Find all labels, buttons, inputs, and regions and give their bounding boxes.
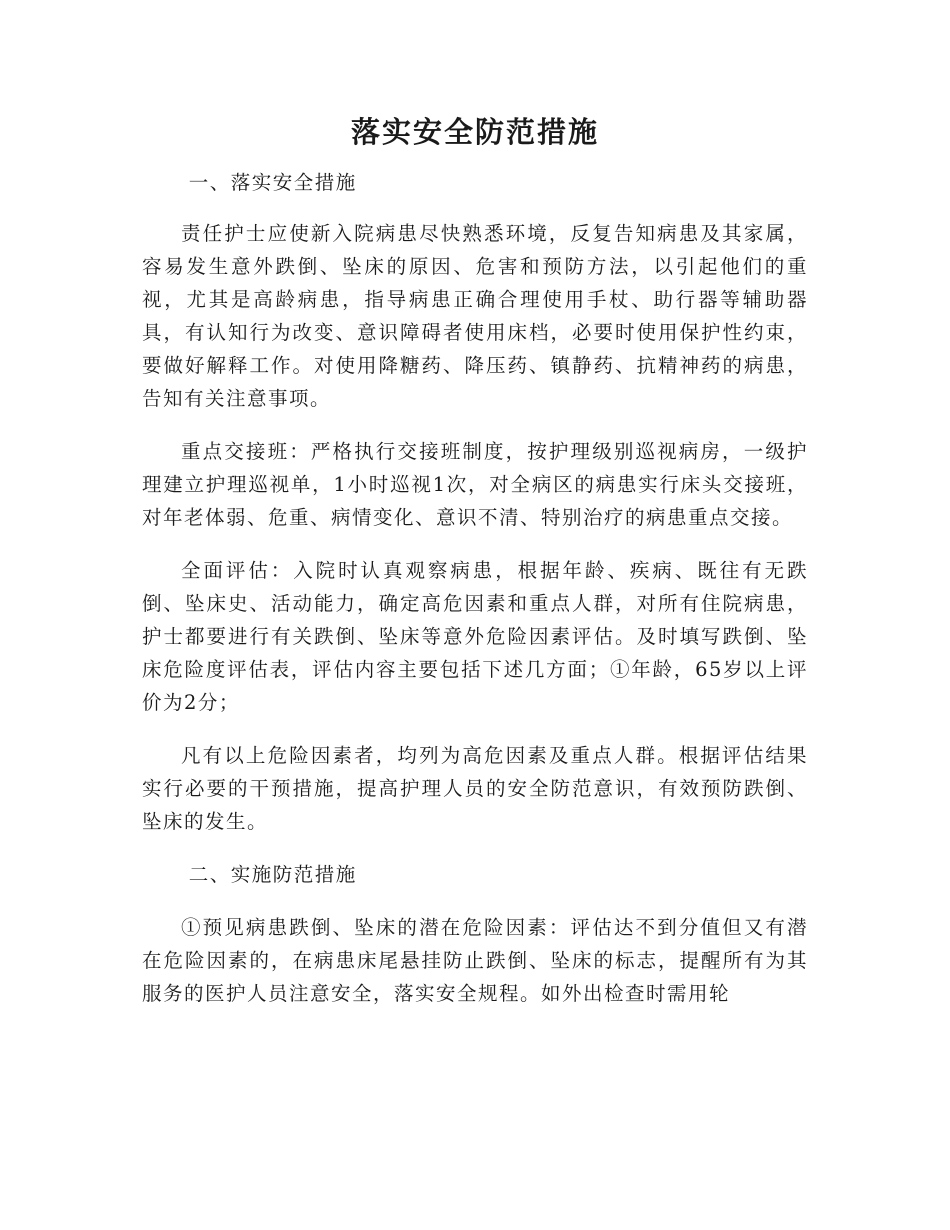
document-body (142, 166, 808, 1010)
paragraph-shift-handover: 重点交接班：严格执行交接班制度，按护理级别巡视病房，一级护理建立护理巡视单，1小时巡视1次，对全病区的病患实行床头交接班，对年老体弱、危重、病情变化、意识不清、特别治疗的病患重点交接。 (142, 440, 808, 529)
paragraph-safety-notice: 责任护士应使新入院病患尽快熟悉环境，反复告知病患及其家属，容易发生意外跌倒、坠床的原因、危害和预防方法，以引起他们的重视，尤其是高龄病患，指导病患正确合理使用手杖、助行器等辅助器具，有认知行为改变、意识障碍者使用床档，必要时使用保护性约束，要做好解释工作。对使用降糖药、降压药、镇静药、抗精神药的病患，告知有关注意事项。 (142, 222, 808, 410)
section-heading-1: 一、落实安全措施 (188, 171, 357, 194)
paragraph-high-risk: 凡有以上危险因素者，均列为高危因素及重点人群。根据评估结果实行必要的干预措施，提高护理人员的安全防范意识，有效预防跌倒、坠床的发生。 (142, 744, 808, 833)
document-title: 落实安全防范措施 (350, 115, 599, 149)
paragraph-risk-prediction: ①预见病患跌倒、坠床的潜在危险因素：评估达不到分值但又有潜在危险因素的，在病患床尾悬挂防止跌倒、坠床的标志，提醒所有为其服务的医护人员注意安全，落实安全规程。如外出检查时需用轮 (142, 916, 808, 1005)
section-heading-2: 二、实施防范措施 (188, 863, 357, 886)
paragraph-assessment: 全面评估：入院时认真观察病患，根据年龄、疾病、既往有无跌倒、坠床史、活动能力，确定高危因素和重点人群，对所有住院病患，护士都要进行有关跌倒、坠床等意外危险因素评估。及时填写跌倒、坠床危险度评估表，评估内容主要包括下述几方面；①年龄，65岁以上评价为2分； (142, 559, 808, 714)
